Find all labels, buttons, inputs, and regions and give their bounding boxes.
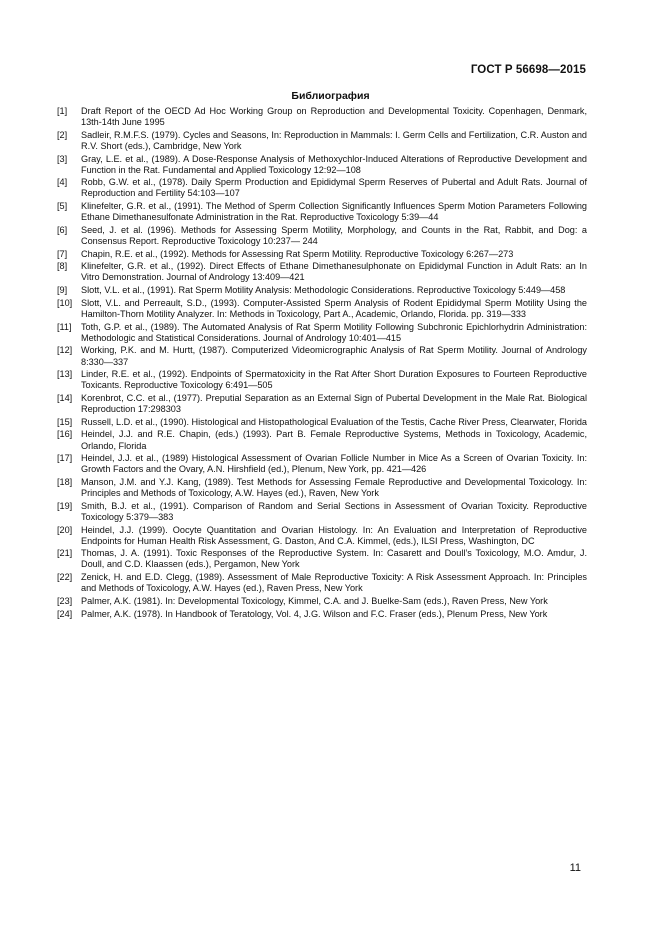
reference-number: [23]	[57, 595, 73, 606]
reference-item	[57, 369, 587, 391]
reference-number: [6]	[57, 224, 68, 235]
bibliography-list	[57, 106, 587, 621]
reference-item	[57, 154, 587, 176]
page-number: 11	[569, 862, 581, 874]
reference-text: Heindel, J.J. et al., (1989) Histological Assessment of Ovarian Follicle Number in Mice As a Screen of Ovarian Toxicity. In: Growth Factors and the Ovary, A.N. Hirshfield (ed.), Plenum, New York, pp. 421—426	[81, 453, 587, 475]
bibliography-title: Библиография	[291, 90, 370, 102]
reference-text: Draft Report of the OECD Ad Hoc Working Group on Reproduction and Developmental Toxicity. Copenhagen, Denmark, 13th-14th June 1995	[81, 106, 587, 128]
reference-text: Smith, B.J. et al., (1991). Comparison of Random and Serial Sections in Assessment of Ovarian Toxicity. Reproductive Toxicology 5:379—383	[81, 500, 587, 522]
reference-number: [16]	[57, 429, 73, 440]
reference-item	[57, 525, 587, 547]
reference-item	[57, 225, 587, 247]
reference-item	[57, 501, 587, 523]
document-code-header: ГОСТ Р 56698—2015	[470, 64, 586, 76]
reference-text: Russell, L.D. et al., (1990). Histological and Histopathological Evaluation of the Testis, Cache River Press, Clearwater, Florida	[81, 416, 587, 427]
reference-text: Thomas, J. A. (1991). Toxic Responses of the Reproductive System. In: Casarett and Doull’s Toxicology, M.O. Amdur, J. Doull, and C.D. Klaassen (eds.), Pergamon, New York	[81, 548, 587, 570]
reference-number: [4]	[57, 177, 68, 188]
reference-item	[57, 572, 587, 594]
reference-item	[57, 322, 587, 344]
reference-number: [17]	[57, 453, 73, 464]
reference-item	[57, 261, 587, 283]
reference-item	[57, 477, 587, 499]
reference-text: Linder, R.E. et al., (1992). Endpoints of Spermatoxicity in the Rat After Short Duration Exposures to Fourteen Reproductive Toxicants. Reproductive Toxicology 6:491—505	[81, 369, 587, 391]
reference-number: [12]	[57, 345, 73, 356]
reference-number: [2]	[57, 129, 68, 140]
reference-text: Klinefelter, G.R. et al., (1991). The Method of Sperm Collection Significantly Influences Sperm Motion Parameters Following Ethane Dimethanesulfonate Administration in the Rat. Reproductive Toxicology 5:39—44	[81, 201, 587, 223]
reference-text: Palmer, A.K. (1978). In Handbook of Teratology, Vol. 4, J.G. Wilson and F.C. Fraser (eds.), Plenum Press, New York	[81, 608, 548, 619]
reference-number: [8]	[57, 261, 68, 272]
reference-number: [24]	[57, 608, 73, 619]
reference-text: Slott, V.L. et al., (1991). Rat Sperm Motility Analysis: Methodologic Considerations. Reproductive Toxicology 5:449—458	[81, 285, 566, 296]
reference-item	[57, 548, 587, 570]
reference-item	[57, 596, 587, 607]
reference-number: [1]	[57, 106, 68, 116]
reference-number: [18]	[57, 477, 73, 487]
reference-text: Working, P.K. and M. Hurtt, (1987). Computerized Videomicrographic Analysis of Rat Sperm Motility. Journal of Andrology 8:330—337	[81, 345, 587, 367]
reference-item	[57, 345, 587, 367]
reference-item	[57, 201, 587, 223]
reference-number: [9]	[57, 285, 68, 296]
reference-text: Palmer, A.K. (1981). In: Developmental Toxicology, Kimmel, C.A. and J. Buelke-Sam (eds.), Raven Press, New York	[81, 595, 548, 606]
reference-text: Heindel, J.J. and R.E. Chapin, (eds.) (1993). Part B. Female Reproductive Systems, Methods in Toxicology, Academic, Orlando, Florida	[81, 429, 587, 451]
reference-text: Gray, L.E. et al., (1989). A Dose-Response Analysis of Methoxychlor-Induced Alterations of Reproductive Development and Function in the Rat. Fundamental and Applied Toxicology 12:92—108	[81, 153, 587, 175]
reference-text: Manson, J.M. and Y.J. Kang, (1989). Test Methods for Assessing Female Reproductive and Developmental Toxicology. In: Principles and Methods of Toxicology, A.W. Hayes (ed.), Raven, New York	[81, 477, 587, 499]
reference-number: [15]	[57, 416, 73, 427]
reference-number: [22]	[57, 572, 73, 583]
reference-number: [21]	[57, 548, 73, 559]
reference-text: Slott, V.L. and Perreault, S.D., (1993). Computer-Assisted Sperm Analysis of Rodent Epididymal Sperm Motility Using the Hamilton-Thorn Motility Analyzer. In: Methods in Toxicology, Part A., Academic, Orlando, Florida. pp. 319—333	[81, 297, 587, 319]
reference-number: [14]	[57, 392, 73, 403]
reference-number: [20]	[57, 524, 73, 535]
reference-item	[57, 106, 587, 128]
reference-item	[57, 393, 587, 415]
reference-text: Toth, G.P. et al., (1989). The Automated Analysis of Rat Sperm Motility Following Subchronic Epichlorhydrin Administration: Methodologic and Statistical Considerations. Journal of Andrology 10:401—415	[81, 321, 587, 343]
reference-item	[57, 417, 587, 428]
reference-text: Seed, J. et al. (1996). Methods for Assessing Sperm Motility, Morphology, and Counts in the Rat, Rabbit, and Dog: a Consensus Report. Reproductive Toxicology 10:237— 244	[81, 224, 587, 246]
reference-item	[57, 298, 587, 320]
reference-number: [5]	[57, 201, 68, 212]
reference-item	[57, 130, 587, 152]
reference-item	[57, 609, 587, 620]
reference-number: [3]	[57, 153, 68, 164]
reference-item	[57, 177, 587, 199]
reference-number: [7]	[57, 248, 68, 259]
reference-number: [11]	[57, 321, 72, 332]
reference-number: [13]	[57, 369, 73, 380]
reference-item	[57, 453, 587, 475]
reference-number: [19]	[57, 500, 73, 511]
reference-item	[57, 249, 587, 260]
reference-text: Zenick, H. and E.D. Clegg, (1989). Assessment of Male Reproductive Toxicity: A Risk Assessment Approach. In: Principles and Methods of Toxicology, A.W. Hayes (ed.), Raven Press, New York	[81, 572, 587, 594]
reference-number: [10]	[57, 297, 73, 308]
reference-text: Chapin, R.E. et al., (1992). Methods for Assessing Rat Sperm Motility. Reproductive Toxicology 6:267—273	[81, 248, 514, 259]
reference-text: Korenbrot, C.C. et al., (1977). Preputial Separation as an External Sign of Pubertal Development in the Male Rat. Biological Reproduction 17:298303	[81, 392, 587, 415]
reference-text: Sadleir, R.M.F.S. (1979). Cycles and Seasons, In: Reproduction in Mammals: I. Germ Cells and Fertilization, C.R. Auston and R.V. Short (eds.), Cambridge, New York	[81, 129, 587, 151]
reference-item	[57, 429, 587, 451]
reference-text: Robb, G.W. et al., (1978). Daily Sperm Production and Epididymal Sperm Reserves of Pubertal and Adult Rats. Journal of Reproduction and Fertility 54:103—107	[81, 177, 587, 199]
reference-text: Heindel, J.J. (1999). Oocyte Quantitation and Ovarian Histology. In: An Evaluation and Interpretation of Reproductive Endpoints for Human Health Risk Assessment, G. Daston, And C.A. Kimmel, (eds.), ILSI Press, Washington, DC	[81, 524, 587, 546]
reference-item	[57, 285, 587, 296]
reference-text: Klinefelter, G.R. et al., (1992). Direct Effects of Ethane Dimethanesulphonate on Epididymal Function in Adult Rats: an In Vitro Demonstration. Journal of Andrology 13:409—421	[81, 261, 587, 283]
